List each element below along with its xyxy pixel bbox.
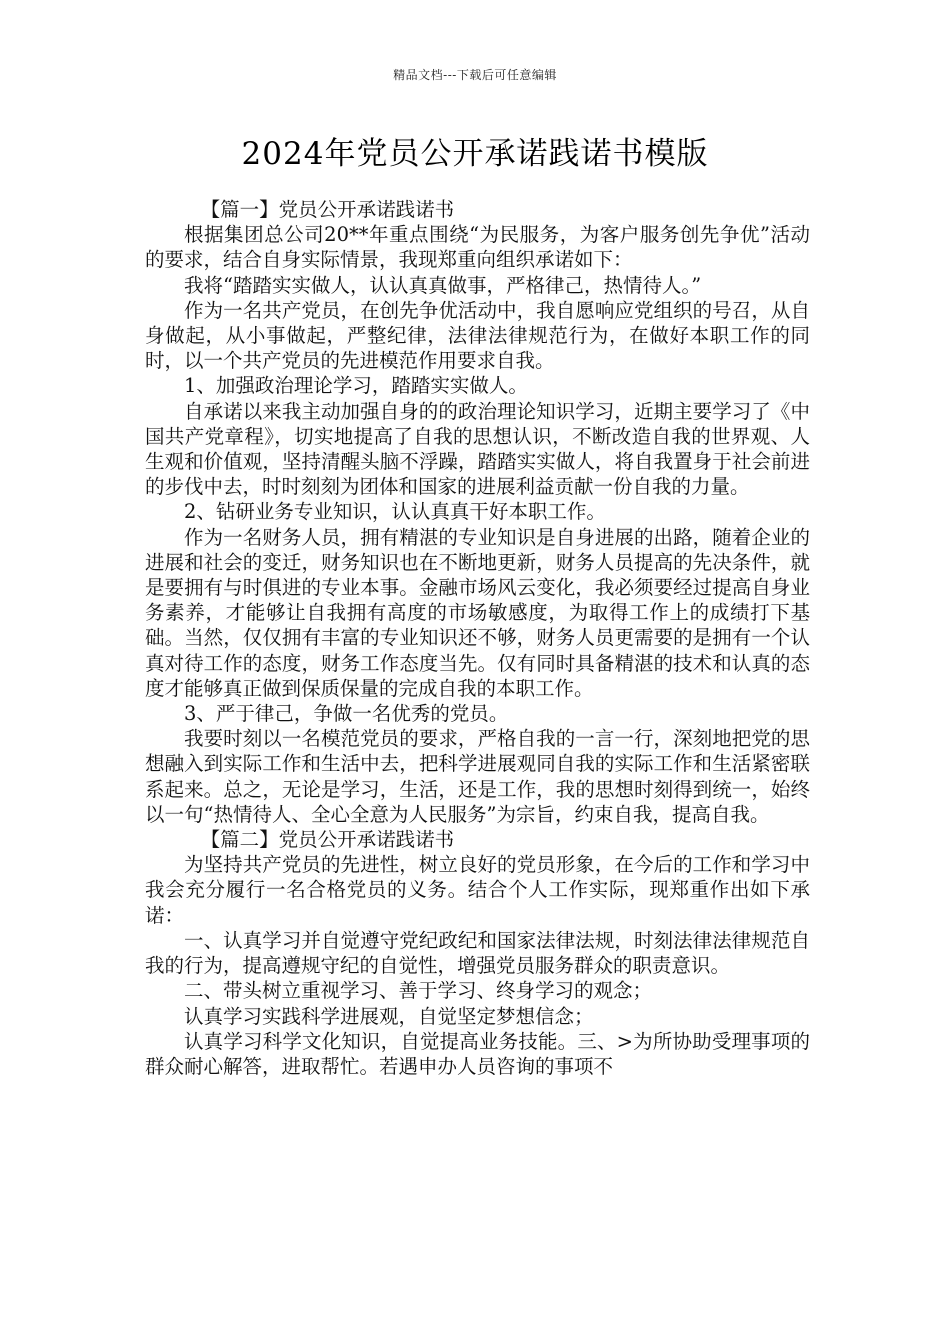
body-paragraph: 自承诺以来我主动加强自身的的政治理论知识学习，近期主要学习了《中国共产党章程》，切实地提高了自我的思想认识，不断改造自我的世界观、人生观和价值观，坚持清醒头脑不浮躁，踏踏实实做人，将自我置身于社会前进的步伐中去，时时刻刻为团体和国家的进展利益贡献一份自我的力量。 <box>145 399 810 499</box>
section-heading: 【篇二】党员公开承诺践诺书 <box>200 828 455 852</box>
body-paragraph: 3、严于律己，争做一名优秀的党员。 <box>184 702 509 726</box>
body-paragraph: 二、带头树立重视学习、善于学习、终身学习的观念； <box>184 979 653 1003</box>
body-paragraph: 认真学习实践科学进展观，自觉坚定梦想信念； <box>184 1004 594 1028</box>
document-title: 2024年党员公开承诺践诺书模版 <box>241 136 709 172</box>
body-paragraph: 我要时刻以一名模范党员的要求，严格自我的一言一行，深刻地把党的思想融入到实际工作和生活中去，把科学进展观同自我的实际工作和生活紧密联系起来。总之，无论是学习，生活，还是工作，我的思想时刻得到统一，始终以一句“热情待人、全心全意为人民服务”为宗旨，约束自我，提高自我。 <box>145 727 810 826</box>
body-paragraph: 认真学习科学文化知识，自觉提高业务技能。三、>为所协助受理事项的群众耐心解答，进取帮忙。若遇申办人员咨询的事项不 <box>145 1029 810 1078</box>
body-paragraph: 1、加强政治理论学习，踏踏实实做人。 <box>184 374 528 398</box>
body-paragraph: 根据集团总公司20**年重点围绕“为民服务，为客户服务创先争优”活动的要求，结合自身实际情景，我现郑重向组织承诺如下： <box>145 223 810 272</box>
body-paragraph: 2、钻研业务专业知识，认认真真干好本职工作。 <box>184 500 606 524</box>
body-paragraph: 我将“踏踏实实做人，认认真真做事，严格律己，热情待人。” <box>184 273 702 297</box>
document-body <box>145 197 810 1079</box>
body-paragraph: 一、认真学习并自觉遵守党纪政纪和国家法律法规，时刻法律法律规范自我的行为，提高遵规守纪的自觉性，增强党员服务群众的职责意识。 <box>145 928 810 978</box>
body-paragraph: 作为一名共产党员，在创先争优活动中，我自愿响应党组织的号召，从自身做起，从小事做起，严整纪律，法律法律规范行为，在做好本职工作的同时，以一个共产党员的先进模范作用要求自我。 <box>145 298 810 373</box>
section-heading: 【篇一】党员公开承诺践诺书 <box>200 198 455 221</box>
body-paragraph: 作为一名财务人员，拥有精湛的专业知识是自身进展的出路，随着企业的进展和社会的变迁，财务知识也在不断地更新，财务人员提高的先决条件，就是要拥有与时俱进的专业本事。金融市场风云变化，我必须要经过提高自身业务素养，才能够让自我拥有高度的市场敏感度，为取得工作上的成绩打下基础。当然，仅仅拥有丰富的专业知识还不够，财务人员更需要的是拥有一个认真对待工作的态度，财务工作态度当先。仅有同时具备精湛的技术和认真的态度才能够真正做到保质保量的完成自我的本职工作。 <box>145 525 810 700</box>
header-note: 精品文档---下载后可任意编辑 <box>393 68 557 82</box>
body-paragraph: 为坚持共产党员的先进性，树立良好的党员形象，在今后的工作和学习中我会充分履行一名合格党员的义务。结合个人工作实际，现郑重作出如下承诺： <box>145 853 810 927</box>
